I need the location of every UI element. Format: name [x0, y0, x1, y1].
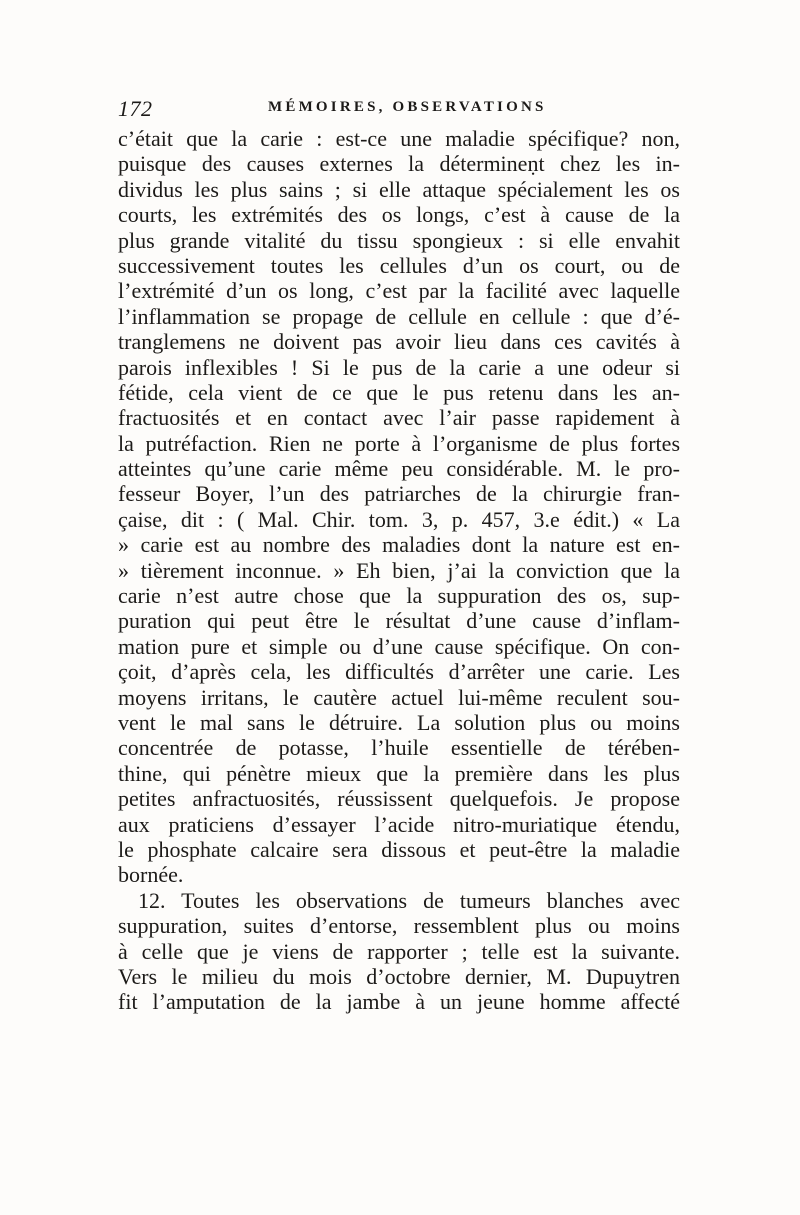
text-line: la putréfaction. Rien ne porte à l’organisme de plus fortes: [118, 430, 680, 456]
text-line: fesseur Boyer, l’un des patriarches de la chirurgie fran-: [118, 481, 680, 507]
text-line: aux praticiens d’essayer l’acide nitro-muriatique étendu,: [118, 811, 680, 837]
text-line: mation pure et simple ou d’une cause spécifique. On con-: [118, 633, 680, 659]
text-line: puration qui peut être le résultat d’une cause d’inflam-: [118, 608, 680, 634]
text-line: l’inflammation se propage de cellule en cellule : que d’é-: [118, 303, 680, 329]
text-line: çaise, dit : ( Mal. Chir. tom. 3, p. 457, 3.e édit.) « La: [118, 506, 680, 532]
text-line: successivement toutes les cellules d’un os court, ou de: [118, 252, 680, 278]
text-line: le phosphate calcaire sera dissous et peut-être la maladie: [118, 836, 680, 862]
text-line: tranglemens ne doivent pas avoir lieu dans ces cavités à: [118, 329, 680, 355]
text-line: dividus les plus sains ; si elle attaque spécialement les os: [118, 176, 680, 202]
text-line: çoit, d’après cela, les difficultés d’arrêter une carie. Les: [118, 659, 680, 685]
text-line: vent le mal sans le détruire. La solution plus ou moins: [118, 709, 680, 735]
page-header: [118, 96, 680, 122]
text-line: l’extrémité d’un os long, c’est par la facilité avec laquelle: [118, 278, 680, 304]
text-line: à celle que je viens de rapporter ; telle est la suivante.: [118, 938, 680, 964]
running-head: MÉMOIRES, OBSERVATIONS: [268, 99, 547, 115]
text-line: plus grande vitalité du tissu spongieux : si elle envahit: [118, 227, 680, 253]
text-line: fit l’amputation de la jambe à un jeune homme affecté: [118, 989, 680, 1015]
text-line: petites anfractuosités, réussissent quelquefois. Je propose: [118, 786, 680, 812]
text-line: thine, qui pénètre mieux que la première dans les plus: [118, 760, 680, 786]
text-line: fétide, cela vient de ce que le pus retenu dans les an-: [118, 379, 680, 405]
text-line: suppuration, suites d’entorse, ressemblent plus ou moins: [118, 913, 680, 939]
body-text: [118, 126, 680, 1015]
text-line: parois inflexibles ! Si le pus de la carie a une odeur si: [118, 354, 680, 380]
text-line: » carie est au nombre des maladies dont la nature est en-: [118, 532, 680, 558]
text-line: courts, les extrémités des os longs, c’est à cause de la: [118, 202, 680, 228]
page-number: 172: [118, 96, 153, 121]
paragraph-start-line: 12. Toutes les observations de tumeurs blanches avec: [138, 887, 680, 913]
text-line: moyens irritans, le cautère actuel lui-même reculent sou-: [118, 684, 680, 710]
text-line: c’était que la carie : est-ce une maladie spécifique? non,: [118, 126, 680, 151]
text-line: carie n’est autre chose que la suppuration des os, sup-: [118, 583, 680, 609]
text-line: » tièrement inconnue. » Eh bien, j’ai la conviction que la: [118, 557, 680, 583]
text-line: Vers le milieu du mois d’octobre dernier, M. Dupuytren: [118, 963, 680, 989]
text-line: bornée.: [118, 862, 184, 888]
text-line: fractuosités et en contact avec l’air passe rapidement à: [118, 405, 680, 431]
text-line: atteintes qu’une carie même peu considérable. M. le pro-: [118, 456, 680, 482]
text-line: puisque des causes externes la détermineṇt chez les in-: [118, 151, 680, 177]
text-line: concentrée de potasse, l’huile essentielle de térében-: [118, 735, 680, 761]
